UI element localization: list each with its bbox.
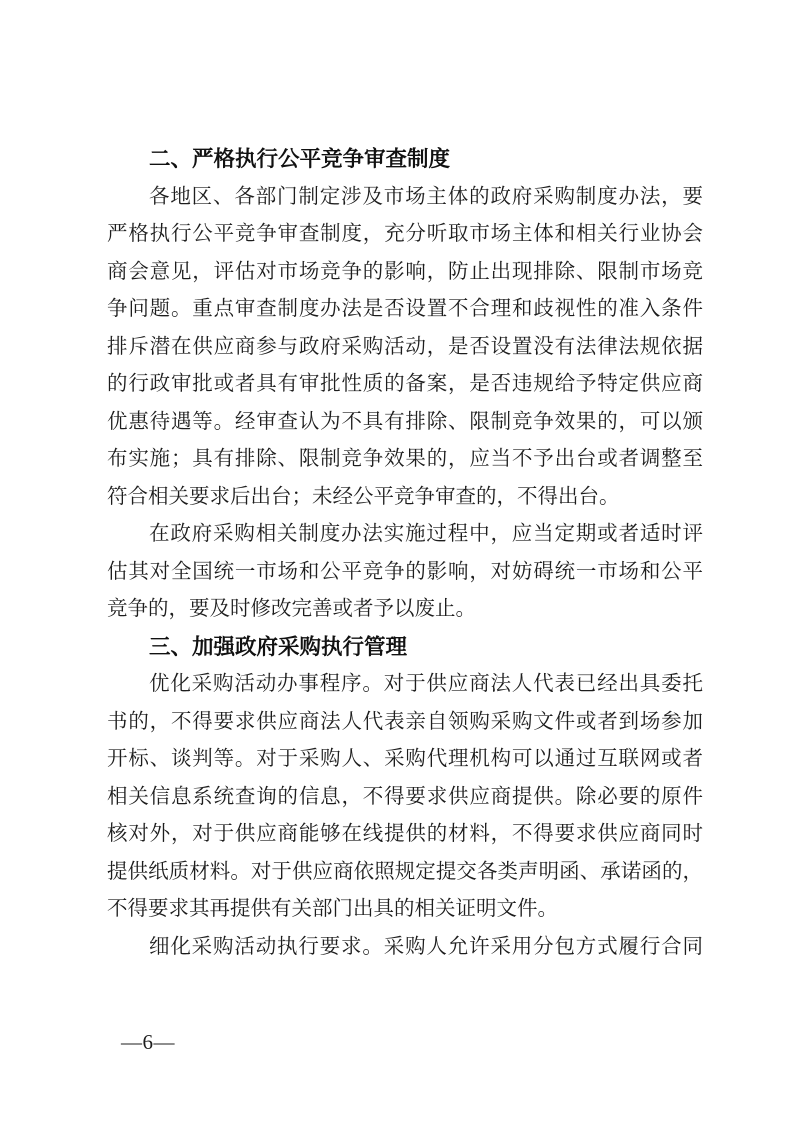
text-line: 的行政审批或者具有审批性质的备案，是否违规给予特定供应商: [107, 373, 703, 395]
section-heading: 三、加强政府采购执行管理: [149, 634, 408, 659]
text-line: 布实施；具有排除、限制竞争效果的，应当不予出台或者调整至: [107, 448, 703, 470]
paragraph: [107, 929, 703, 967]
text-line: 优化采购活动办事程序。对于供应商法人代表已经出具委托: [149, 673, 703, 695]
text-line: 书的，不得要求供应商法人代表亲自领购采购文件或者到场参加: [107, 710, 703, 733]
page-number: —6—: [121, 1030, 175, 1054]
text-line: 提供纸质材料。对于供应商依照规定提交各类声明函、承诺函的，: [107, 860, 703, 883]
text-line: 不得要求其再提供有关部门出具的相关证明文件。: [107, 898, 558, 920]
section-heading: 二、严格执行公平竞争审查制度: [149, 147, 451, 171]
document-body: [107, 141, 703, 966]
text-line: 相关信息系统查询的信息，不得要求供应商提供。除必要的原件: [107, 785, 703, 808]
text-line: 排斥潜在供应商参与政府采购活动，是否设置没有法律法规依据: [107, 335, 703, 358]
paragraph: [107, 666, 703, 929]
text-line: 在政府采购相关制度办法实施过程中，应当定期或者适时评: [149, 523, 703, 545]
text-line: 优惠待遇等。经审查认为不具有排除、限制竞争效果的，可以颁: [107, 410, 703, 433]
text-line: 严格执行公平竞争审查制度，充分听取市场主体和相关行业协会: [107, 223, 703, 245]
text-line: 细化采购活动执行要求。采购人允许采用分包方式履行合同: [149, 935, 703, 958]
paragraph: [107, 179, 703, 517]
text-line: 符合相关要求后出台；未经公平竞争审查的，不得出台。: [107, 485, 620, 508]
text-line: 估其对全国统一市场和公平竞争的影响，对妨碍统一市场和公平: [107, 560, 703, 583]
paragraph: [107, 516, 703, 629]
text-line: 开标、谈判等。对于采购人、采购代理机构可以通过互联网或者: [107, 748, 703, 770]
text-line: 核对外，对于供应商能够在线提供的材料，不得要求供应商同时: [107, 823, 703, 845]
text-line: 竞争的，要及时修改完善或者予以废止。: [107, 598, 476, 620]
text-line: 争问题。重点审查制度办法是否设置不合理和歧视性的准入条件: [107, 298, 703, 320]
text-line: 商会意见，评估对市场竞争的影响，防止出现排除、限制市场竞: [107, 260, 703, 283]
text-line: 各地区、各部门制定涉及市场主体的政府采购制度办法，要: [149, 185, 703, 208]
